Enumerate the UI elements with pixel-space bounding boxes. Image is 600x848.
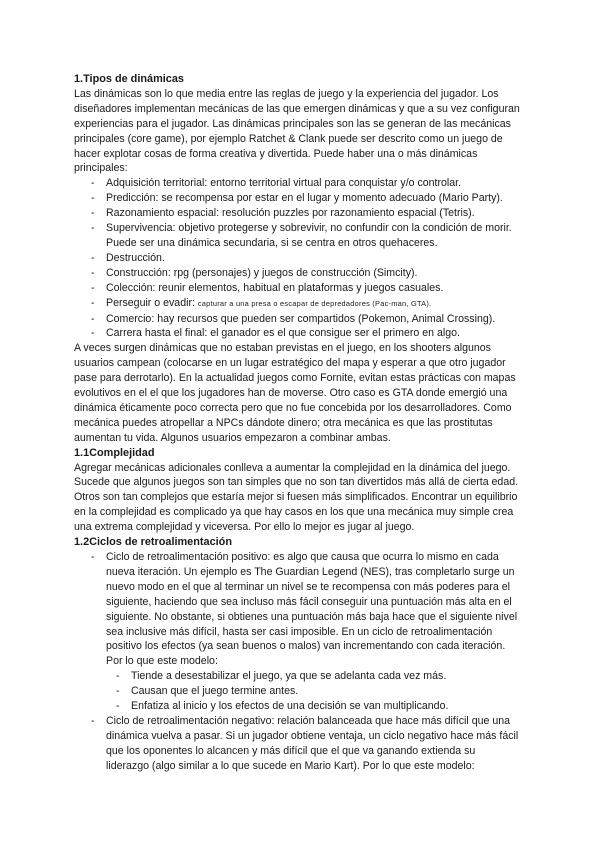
feedback-list	[74, 550, 520, 774]
positive-cycle-sublist	[106, 669, 520, 714]
list-item: - Razonamiento espacial: resolución puzzles por razonamiento espacial (Tetris).	[74, 206, 520, 221]
list-item: - Destrucción.	[74, 251, 520, 266]
evadir-label: Perseguir o evadir:	[106, 296, 198, 309]
emergent-dynamics-paragraph: A veces surgen dinámicas que no estaban previstas en el juego, en los shooters algunos usuarios campean (colocarse en un lugar estratégico del mapa y esperar a que otro jugador pase para derrotarlo). En la actualidad juegos como Fornite, evitan estas prácticas con mapas evolutivos en el el que los jugadores han de moverse. Otro caso es GTA donde emergió una dinámica éticamente poco correcta pero que no fue concebida por los desarrolladores. Como mecánica puedes atropellar a NPCs dándote dinero; otra mecánica es que las prostitutas aumentan tu vida. Algunos usuarios empezaron a combinar ambas.	[74, 342, 516, 444]
dynamics-list	[74, 176, 520, 341]
list-item: - Adquisición territorial: entorno territorial virtual para conquistar y/o controlar.	[74, 176, 520, 191]
section-title-ciclos: 1.2Ciclos de retroalimentación	[74, 536, 232, 549]
list-item-evadir	[74, 296, 520, 312]
list-item: - Construcción: rpg (personajes) y juegos de construcción (Simcity).	[74, 266, 520, 281]
complexity-paragraph: Agregar mecánicas adicionales conlleva a aumentar la complejidad en la dinámica del juego. Sucede que algunos juegos son tan simples que no son tan divertidos más allá de cierta edad. Otros son tan complejos que estaría mejor si fuesen más simplificados. Encontrar un equilibrio en la complejidad es complicado ya que hay casos en los que una mecánica muy simple crea una extrema complejidad y viceversa. Por ello lo mejor es jugar al juego.	[74, 461, 519, 534]
list-item: - Carrera hasta el final: el ganador es el que consigue ser el primero en algo.	[74, 326, 520, 341]
list-item: - Supervivencia: objetivo protegerse y sobrevivir, no confundir con la condición de morir. Puede ser una dinámica secundaria, si se centra en otros quehaceres.	[74, 221, 520, 251]
list-item-positive-cycle	[74, 550, 520, 714]
list-item: - Colección: reunir elementos, habitual en plataformas y juegos casuales.	[74, 281, 520, 296]
sublist-item: - Causan que el juego termine antes.	[74, 684, 520, 699]
section-intro-paragraph: Las dinámicas son lo que media entre las reglas de juego y la experiencia del jugador. Los diseñadores implementan mecánicas de las que emergen dinámicas y que a su vez configuran experiencias para el jugador. Las dinámicas principales son las se generan de las mecánicas principales (core game), por ejemplo Ratchet & Clank puede ser descrito como un juego de hacer explotar cosas de forma creativa y divertida. Puede haber una o más dinámicas principales:	[74, 87, 520, 175]
list-item: - Comercio: hay recursos que pueden ser compartidos (Pokemon, Animal Crossing).	[74, 312, 520, 327]
list-item: - Predicción: se recompensa por estar en el lugar y momento adecuado (Mario Party).	[74, 191, 520, 206]
list-item-negative-cycle: - Ciclo de retroalimentación negativo: relación balanceada que hace más difícil que una dinámica vuelva a pasar. Si un jugador obtiene ventaja, un ciclo negativo hace más fácil que los oponentes lo alcancen y más difícil que el que va ganando extienda su liderazgo (algo similar a lo que sucede en Mario Kart). Por lo que este modelo:	[74, 714, 520, 774]
section-title-complejidad: 1.1Complejidad	[74, 446, 155, 459]
evadir-description: capturar a una presa o escapar de depredadores (Pac-man, GTA).	[197, 298, 432, 308]
section-title-tipos: 1.Tipos de dinámicas	[74, 73, 184, 85]
positive-cycle-text: - Ciclo de retroalimentación positivo: es algo que causa que ocurra lo mismo en cada nueva iteración. Un ejemplo es The Guardian Legend (NES), tras completarlo surge un nuevo modo en el que al terminar un nivel se te recompensa con más poderes para el siguiente, haciendo que sea incluso más fácil conseguir una puntuación más alta en el siguiente. No obstante, si obtienes una puntuación más baja hace que el siguiente nivel sea inclusive más difícil, hasta ser casi imposible. En un ciclo de retroalimentación positivo los efectos (ya sean buenos o malos) van incrementando con cada iteración. Por lo que este modelo:	[106, 551, 518, 668]
sublist-item: - Tiende a desestabilizar el juego, ya que se adelanta cada vez más.	[74, 669, 520, 684]
sublist-item: - Enfatiza al inicio y los efectos de una decisión se van multiplicando.	[74, 699, 520, 714]
